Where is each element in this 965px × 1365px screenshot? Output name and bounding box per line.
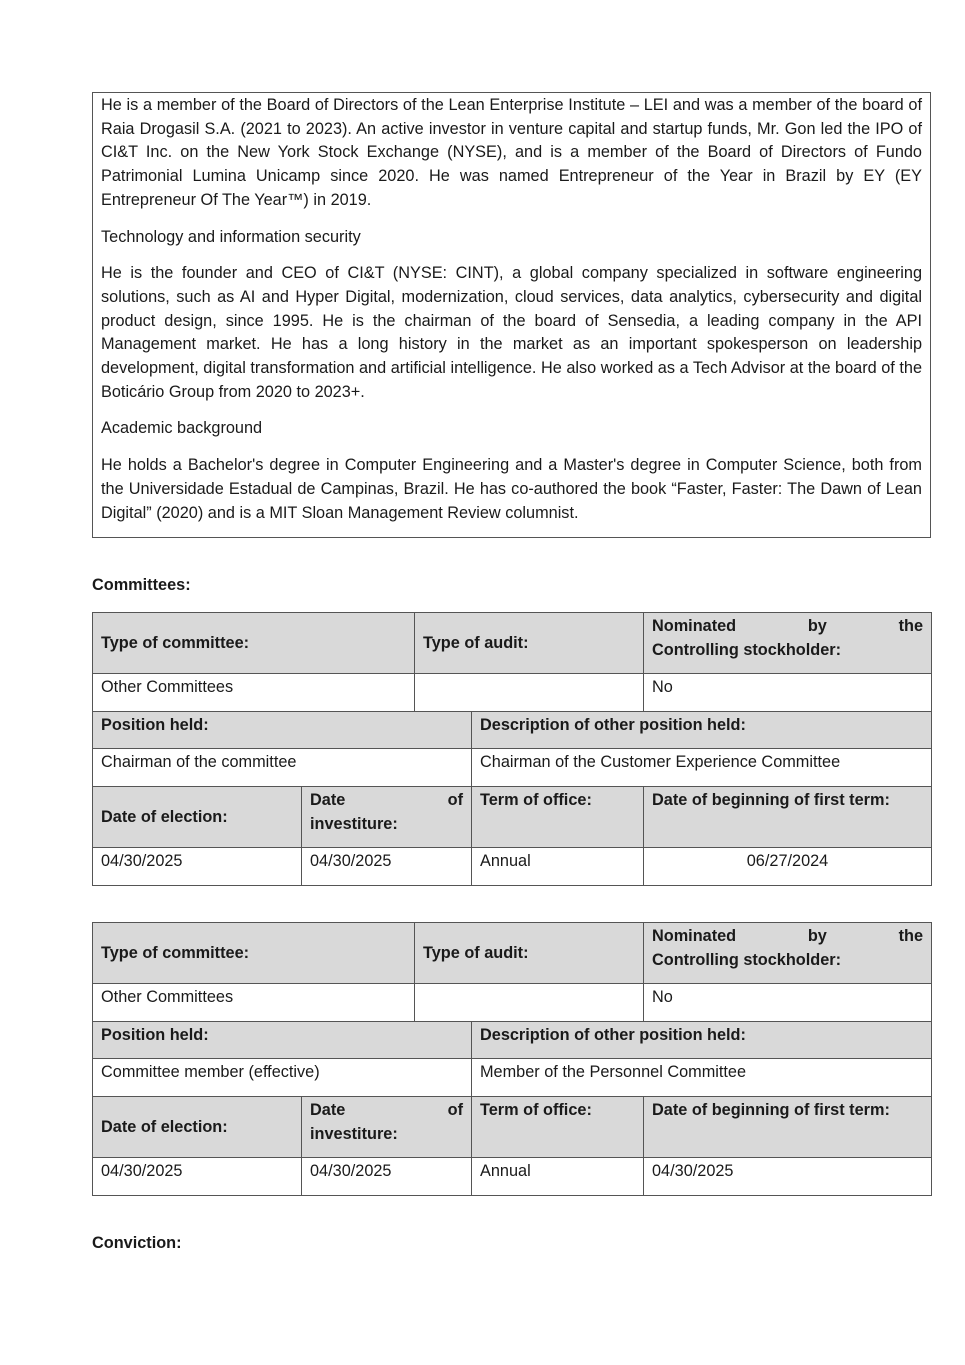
date-investiture-value: 04/30/2025 [302, 848, 472, 886]
bio-heading-technology: Technology and information security [101, 227, 361, 246]
term-office-label: Term of office: [472, 787, 644, 848]
bio-paragraph-board: He is a member of the Board of Directors of the Lean Enterprise Institute – LEI and was a member of the board of Raia Drogasil S.A. (2021 to 2023). An active investor in venture capital and startup funds, Mr. Gon led the IPO of CI&T Inc. on the New York Stock Exchange (NYSE), and is a member of the Board of Directors of Fundo Patrimonial Lumina Unicamp since 2020. He was named Entrepreneur of the Year in Brazil by EY (EY Entrepreneur Of The Year™) in 2019. [101, 96, 922, 209]
date-investiture-label: Date of investiture: [302, 787, 472, 848]
committee-table-2 [92, 922, 932, 1196]
date-beginning-label: Date of beginning of first term: [644, 787, 932, 848]
term-office-value: Annual [472, 1158, 644, 1196]
audit-type-value [415, 984, 644, 1022]
type-audit-label: Type of audit: [415, 613, 644, 674]
committee-type-value: Other Committees [93, 984, 415, 1022]
date-election-label: Date of election: [93, 1097, 302, 1158]
position-held-label: Position held: [93, 712, 472, 749]
conviction-title: Conviction: [92, 1234, 182, 1252]
date-election-value: 04/30/2025 [93, 1158, 302, 1196]
nominated-label: Nominated by the Controlling stockholder: [644, 613, 932, 674]
bio-paragraph-academic: He holds a Bachelor's degree in Computer Engineering and a Master's degree in Computer Science, both from the Universidade Estadual de Campinas, Brazil. He has co-authored the book “Faster, Faster: The Dawn of Lean Digital” (2020) and is a MIT Sloan Management Review columnist. [101, 456, 922, 522]
description-other-label: Description of other position held: [472, 712, 932, 749]
description-other-value: Chairman of the Customer Experience Committee [472, 749, 932, 787]
type-audit-label: Type of audit: [415, 923, 644, 984]
type-committee-label: Type of committee: [93, 613, 415, 674]
audit-type-value [415, 674, 644, 712]
date-election-label: Date of election: [93, 787, 302, 848]
nominated-value: No [644, 984, 932, 1022]
bio-paragraph-technology: He is the founder and CEO of CI&T (NYSE: CINT), a global company specialized in software engineering solutions, such as AI and Hyper Digital, modernization, cloud services, data analytics, cybersecurity and digital product design, since 1995. He is the chairman of the board of Sensedia, a leading company in the API Management market. He has a long history in the market as an important spokesperson on leadership development, digital transformation and artificial intelligence. He also worked as a Tech Advisor at the board of the Boticário Group from 2020 to 2023+. [101, 264, 922, 401]
committee-type-value: Other Committees [93, 674, 415, 712]
date-beginning-value: 06/27/2024 [644, 848, 932, 886]
description-other-value: Member of the Personnel Committee [472, 1059, 932, 1097]
committee-table-1 [92, 612, 932, 886]
position-held-label: Position held: [93, 1022, 472, 1059]
nominated-value: No [644, 674, 932, 712]
date-investiture-value: 04/30/2025 [302, 1158, 472, 1196]
term-office-value: Annual [472, 848, 644, 886]
date-election-value: 04/30/2025 [93, 848, 302, 886]
position-held-value: Chairman of the committee [93, 749, 472, 787]
committees-title: Committees: [92, 576, 191, 594]
date-beginning-label: Date of beginning of first term: [644, 1097, 932, 1158]
biography-box [92, 92, 931, 538]
description-other-label: Description of other position held: [472, 1022, 932, 1059]
nominated-label: Nominated by the Controlling stockholder: [644, 923, 932, 984]
position-held-value: Committee member (effective) [93, 1059, 472, 1097]
date-beginning-value: 04/30/2025 [644, 1158, 932, 1196]
date-investiture-label: Date of investiture: [302, 1097, 472, 1158]
term-office-label: Term of office: [472, 1097, 644, 1158]
type-committee-label: Type of committee: [93, 923, 415, 984]
bio-heading-academic: Academic background [101, 419, 263, 438]
